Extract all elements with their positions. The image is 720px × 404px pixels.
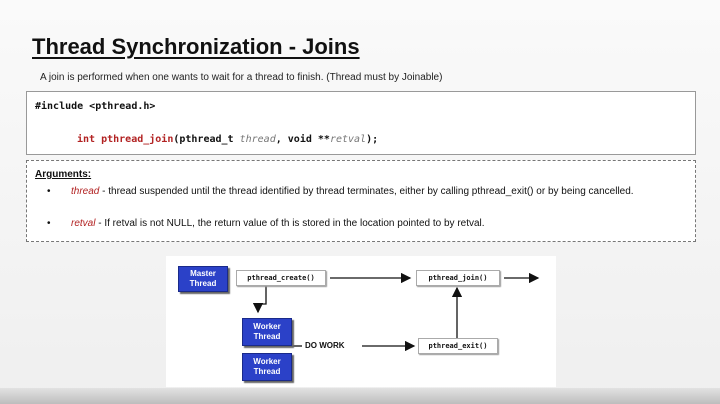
slide-subtitle: A join is performed when one wants to wait for a thread to finish. (Thread must by Joinable) (40, 72, 443, 83)
function-name: pthread_join (101, 134, 174, 145)
return-type: int (77, 134, 96, 145)
slide-bottom-edge (0, 388, 720, 404)
close-paren: ); (366, 134, 379, 145)
include-line: #include <pthread.h> (35, 101, 156, 112)
pthread-join-node: pthread_join() (416, 270, 500, 286)
worker-thread-node-1: Worker Thread (242, 318, 292, 346)
code-box (26, 91, 696, 155)
argument-text (71, 217, 691, 231)
param2-type: void ** (287, 134, 330, 145)
argument-name: retval (71, 218, 96, 229)
do-work-label: DO WORK (305, 341, 345, 350)
param-comma: , (275, 134, 282, 145)
arguments-heading: Arguments: (35, 169, 92, 180)
param1-name: thread (239, 134, 276, 145)
pthread-create-node: pthread_create() (236, 270, 326, 286)
argument-text (71, 185, 691, 199)
open-paren: ( (173, 134, 180, 145)
join-diagram (166, 256, 556, 387)
arguments-box (26, 160, 696, 242)
function-signature (77, 134, 378, 145)
bullet-icon: • (47, 218, 51, 229)
argument-description: - If retval is not NULL, the return value of th is stored in the location pointed to by retval. (95, 218, 485, 229)
slide-title: Thread Synchronization - Joins (32, 34, 360, 59)
argument-description: - thread suspended until the thread identified by thread terminates, either by calling pthread_exit() or by being cancelled. (99, 186, 634, 197)
argument-name: thread (71, 186, 100, 197)
master-thread-node: Master Thread (178, 266, 228, 292)
param2-name: retval (329, 134, 367, 145)
arrow-create-to-worker (258, 286, 266, 312)
bullet-icon: • (47, 186, 51, 197)
pthread-exit-node: pthread_exit() (418, 338, 498, 354)
param1-type: pthread_t (179, 134, 234, 145)
worker-thread-node-2: Worker Thread (242, 353, 292, 381)
